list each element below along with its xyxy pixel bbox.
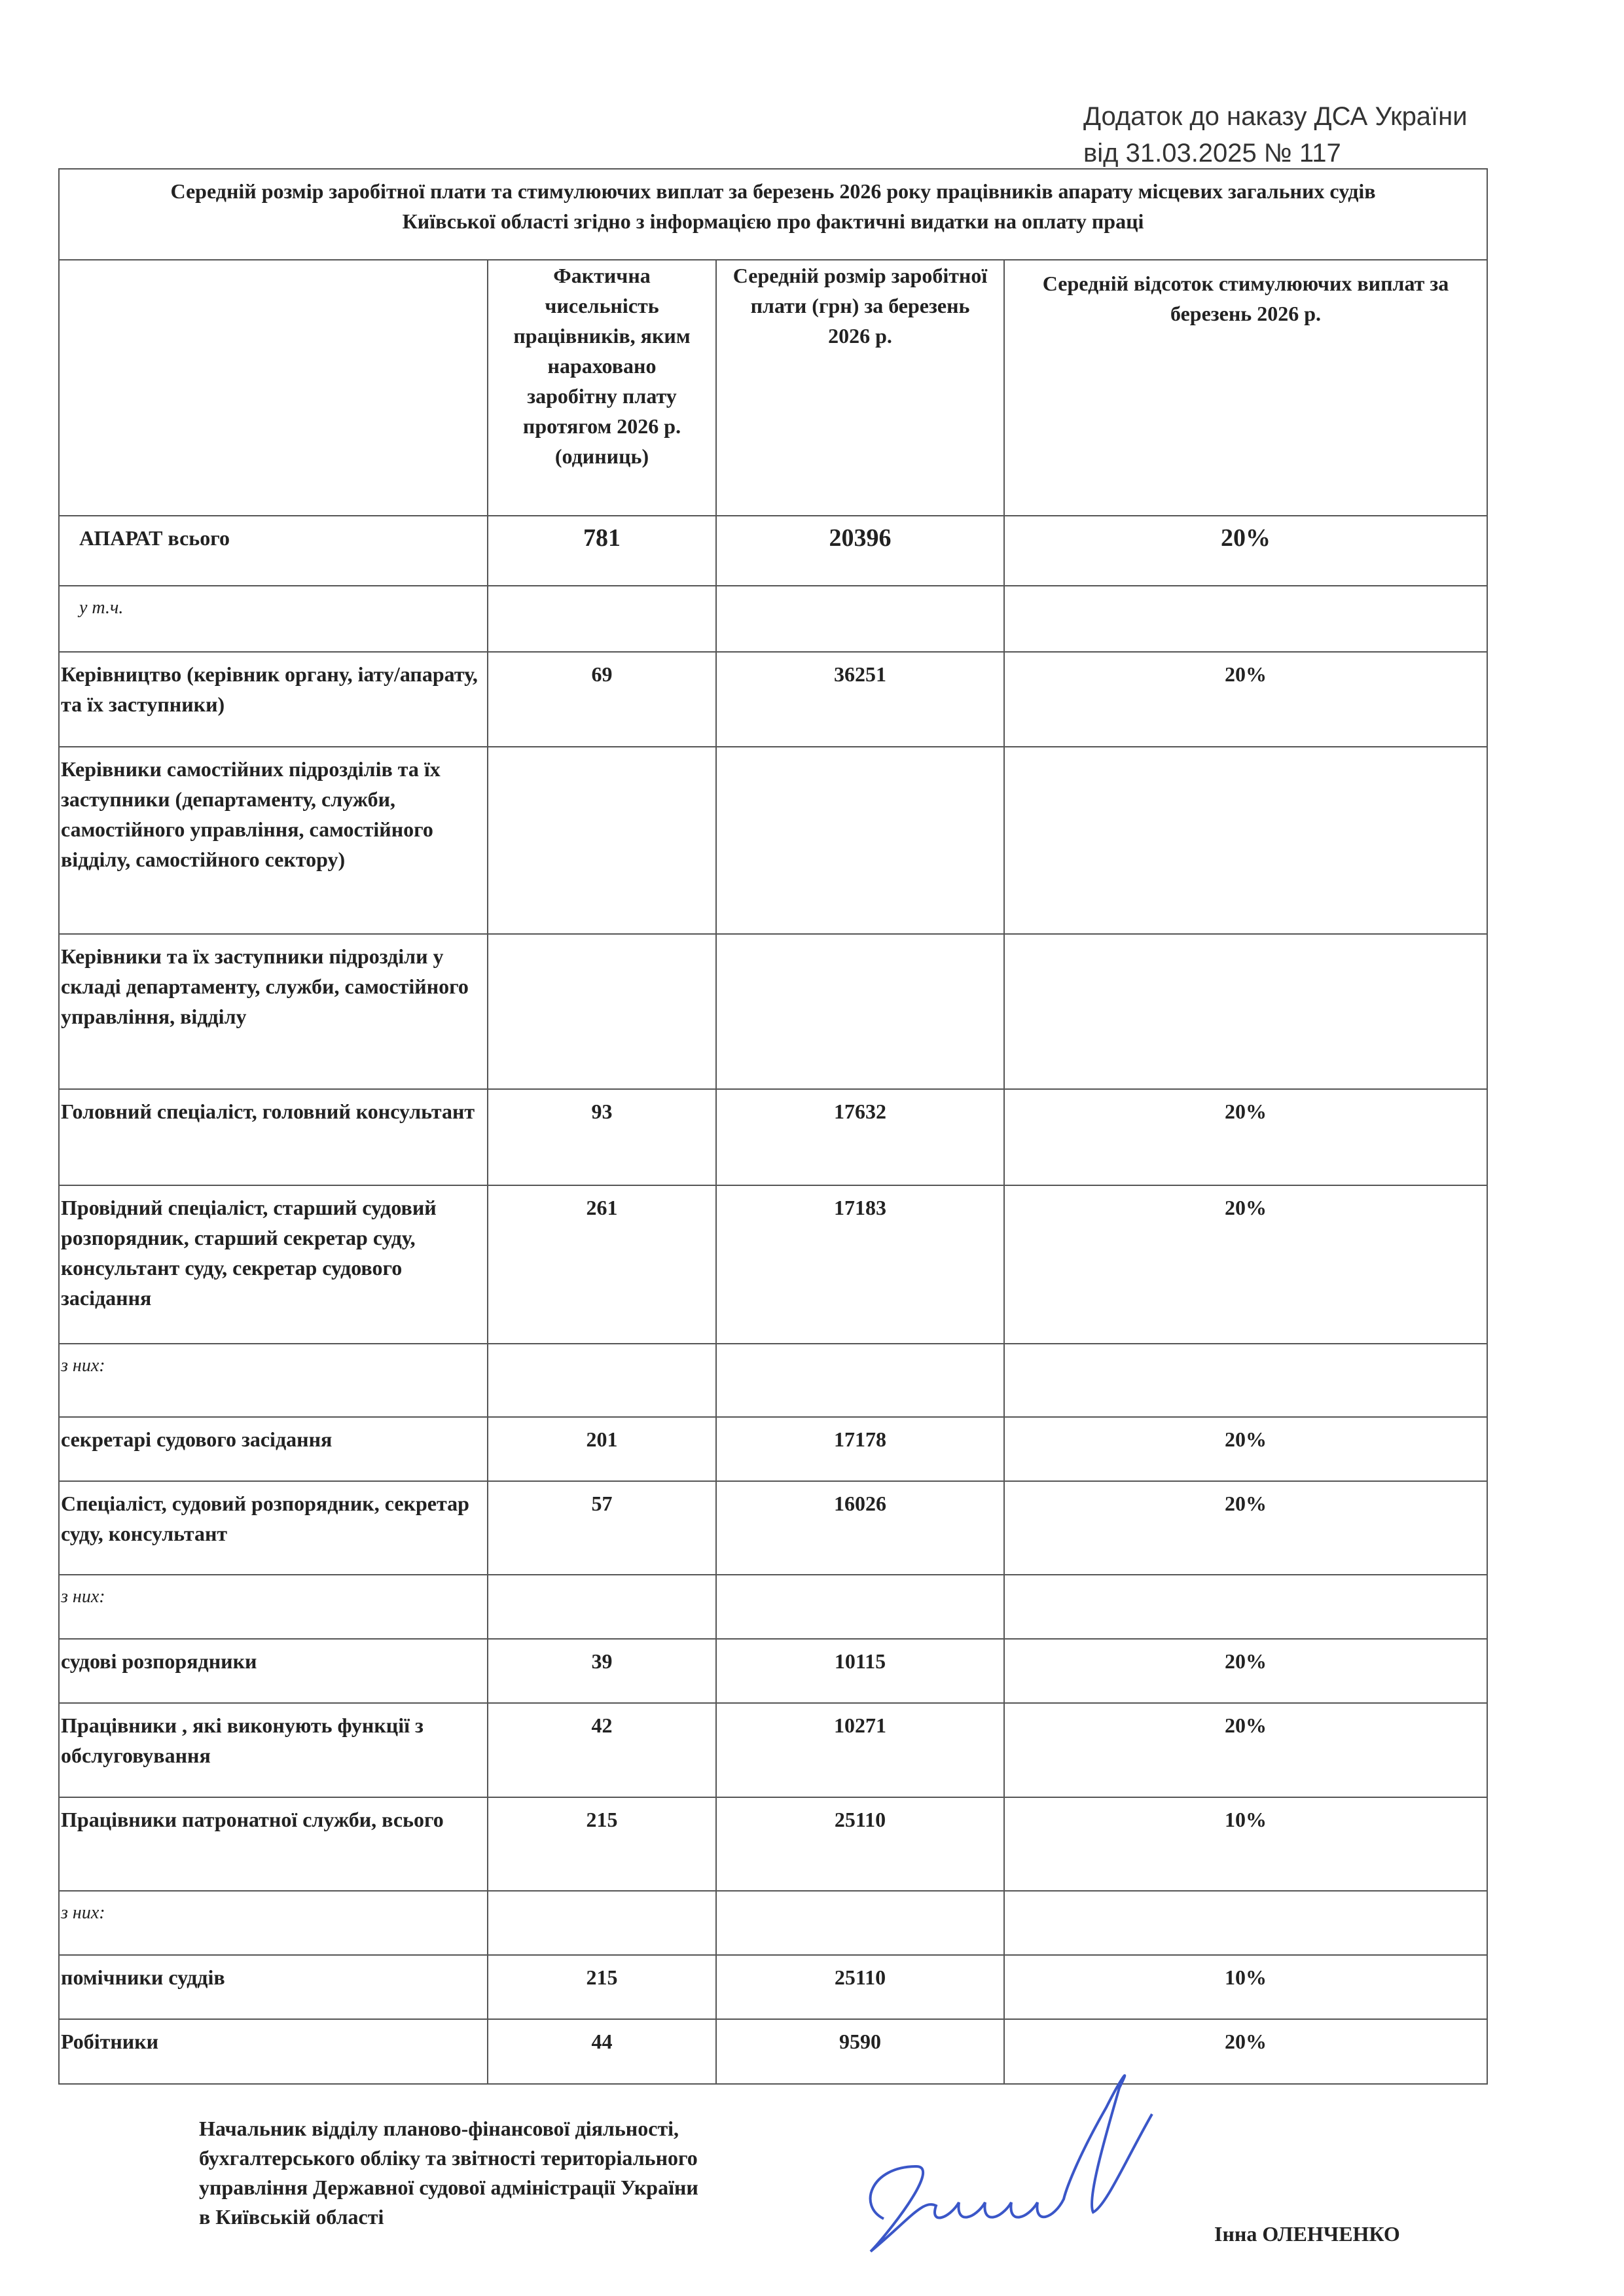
footer-line-2: бухгалтерського обліку та звітності територіального [199,2146,698,2170]
footer-line-4: в Київській області [199,2205,384,2229]
row-label: Керівники самостійних підрозділів та їх заступники (департаменту, служби, самостійного управління, самостійного відділу, самостійного сектору) [59,747,488,934]
table-row [59,516,1487,586]
row-label: секретарі судового засідання [59,1417,488,1481]
row-label: Працівники патронатної служби, всього [59,1797,488,1891]
row-salary: 17178 [716,1417,1004,1481]
title-row [59,169,1487,260]
row-count: 69 [488,652,716,747]
row-label: Робітники [59,2019,488,2084]
table-row [59,1481,1487,1575]
row-count: 42 [488,1703,716,1797]
signatory-name: Інна ОЛЕНЧЕНКО [1214,2222,1400,2246]
table-row [59,586,1487,652]
row-label: Керівництво (керівник органу, іату/апарату, та їх заступники) [59,652,488,747]
table-row [59,1797,1487,1891]
table-row [59,1089,1487,1185]
row-label: Головний спеціаліст, головний консультант [59,1089,488,1185]
row-salary: 25110 [716,1797,1004,1891]
row-count: 44 [488,2019,716,2084]
row-percent: 20% [1004,1185,1487,1344]
row-label: помічники суддів [59,1955,488,2019]
table-row [59,1891,1487,1955]
row-label: Керівники та їх заступники підрозділи у складі департаменту, служби, самостійного управління, відділу [59,934,488,1089]
row-salary: 36251 [716,652,1004,747]
row-count: 215 [488,1955,716,2019]
row-percent: 20% [1004,1703,1487,1797]
row-label: з них: [59,1891,488,1955]
row-salary [716,747,1004,934]
salary-table [58,168,1488,2085]
header-label [59,260,488,516]
row-count: 39 [488,1639,716,1703]
row-label: Працівники , які виконують функції з обслуговування [59,1703,488,1797]
table-row [59,2019,1487,2084]
row-count: 261 [488,1185,716,1344]
row-label: Провідний спеціаліст, старший судовий розпорядник, старший секретар суду, консультант суду, секретар судового засідання [59,1185,488,1344]
header-salary: Середній розмір заробітної плати (грн) за березень 2026 р. [716,260,1004,516]
row-percent [1004,586,1487,652]
table-row [59,1344,1487,1417]
row-salary: 16026 [716,1481,1004,1575]
row-percent: 20% [1004,1639,1487,1703]
row-salary [716,1891,1004,1955]
table-row [59,934,1487,1089]
row-percent: 10% [1004,1797,1487,1891]
header-count: Фактична чисельність працівників, яким нараховано заробітну плату протягом 2026 р. (одиниць) [488,260,716,516]
row-salary: 17183 [716,1185,1004,1344]
row-count [488,934,716,1089]
row-count [488,1891,716,1955]
table-row [59,1703,1487,1797]
row-salary: 20396 [716,516,1004,586]
signatory-position [199,2114,698,2232]
footer-line-1: Начальник відділу планово-фінансової діяльності, [199,2117,679,2140]
row-salary [716,1575,1004,1639]
header-row [59,260,1487,516]
table-row [59,1639,1487,1703]
row-count: 57 [488,1481,716,1575]
annex-line-1: Додаток до наказу ДСА України [1083,102,1468,131]
row-count: 215 [488,1797,716,1891]
header-percent: Середній відсоток стимулюючих виплат за березень 2026 р. [1004,260,1487,516]
row-percent: 20% [1004,1481,1487,1575]
row-salary: 9590 [716,2019,1004,2084]
row-label: АПАРАТ всього [59,516,488,586]
row-percent: 10% [1004,1955,1487,2019]
row-label: Спеціаліст, судовий розпорядник, секретар суду, консультант [59,1481,488,1575]
row-percent: 20% [1004,1089,1487,1185]
table-title: Середній розмір заробітної плати та стимулюючих виплат за березень 2026 року працівників апарату місцевих загальних судів Київської області згідно з інформацією про фактичні видатки на оплату праці [59,169,1487,260]
row-percent: 20% [1004,516,1487,586]
signature [844,2055,1159,2278]
annex-line-2: від 31.03.2025 № 117 [1083,139,1341,168]
row-percent: 20% [1004,1417,1487,1481]
table-row [59,747,1487,934]
row-percent: 20% [1004,2019,1487,2084]
row-count [488,747,716,934]
row-percent: 20% [1004,652,1487,747]
row-count [488,586,716,652]
row-percent [1004,1891,1487,1955]
row-label: з них: [59,1344,488,1417]
row-percent [1004,747,1487,934]
footer-line-3: управління Державної судової адміністрації України [199,2176,698,2199]
row-salary: 17632 [716,1089,1004,1185]
row-salary [716,586,1004,652]
row-percent [1004,1344,1487,1417]
row-salary [716,1344,1004,1417]
row-count: 93 [488,1089,716,1185]
row-percent [1004,934,1487,1089]
table-row [59,1955,1487,2019]
table-row [59,1575,1487,1639]
table-row [59,1417,1487,1481]
annex-note [1083,98,1468,171]
row-label: з них: [59,1575,488,1639]
row-salary: 10115 [716,1639,1004,1703]
row-count: 781 [488,516,716,586]
row-salary: 10271 [716,1703,1004,1797]
row-count [488,1575,716,1639]
row-salary: 25110 [716,1955,1004,2019]
row-count [488,1344,716,1417]
row-label: судові розпорядники [59,1639,488,1703]
table-row [59,652,1487,747]
row-percent [1004,1575,1487,1639]
row-count: 201 [488,1417,716,1481]
table-row [59,1185,1487,1344]
row-label: у т.ч. [59,586,488,652]
row-salary [716,934,1004,1089]
